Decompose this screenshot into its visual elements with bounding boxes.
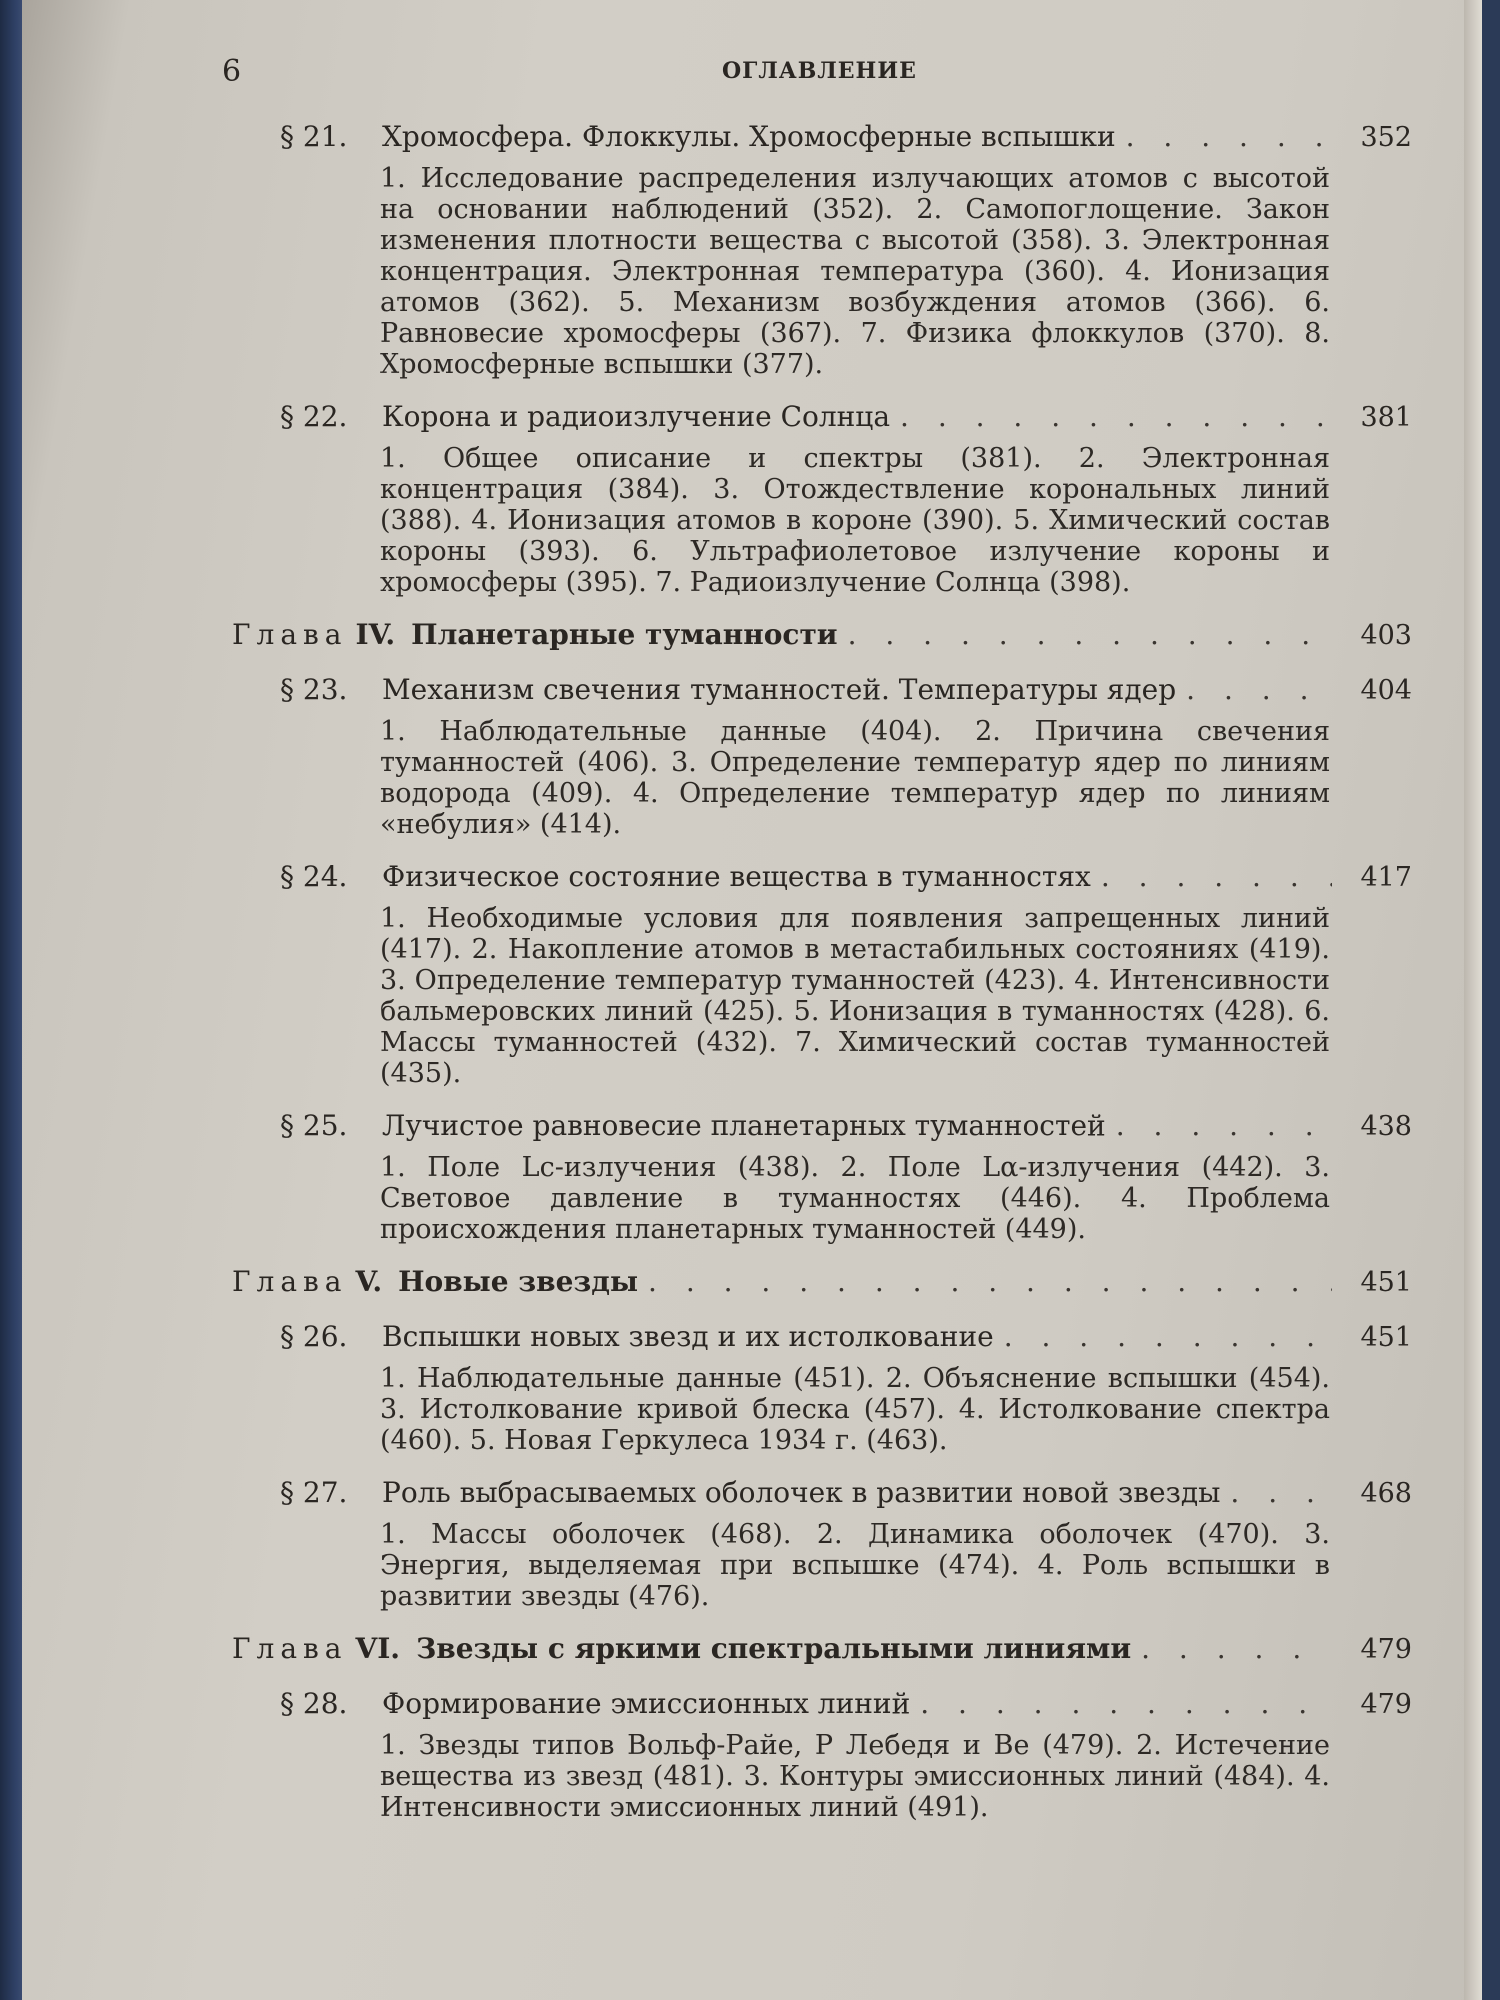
section-entry [202,1318,1412,1456]
section-page: 381 [1360,402,1412,433]
section-page: 468 [1360,1478,1412,1509]
section-row [202,671,1412,710]
chapter-label: Глава [232,1265,348,1298]
section-summary: 1. Необходимые условия для появления запрещенных линий (417). 2. Накопление атомов в метастабильных состояниях (419). 3. Определение температур туманностей (423). 4. Интенсивности бальмеровских линий (425). 5. Ионизация в туманностях (428). 6. Массы туманностей (432). 7. Химический состав туманностей (435). [380,903,1330,1089]
book-page [22,0,1482,2000]
leader-dots [1004,1318,1332,1356]
leader-dots [1116,1107,1332,1145]
chapter-label: Глава [232,618,348,651]
section-entry [202,118,1412,380]
page-number: 6 [222,54,242,89]
section-number: § 28. [280,1687,348,1720]
section-title: Хромосфера. Флоккулы. Хромосферные вспышки [382,120,1116,153]
chapter-title: Новые звезды [398,1265,639,1298]
chapter-entry [202,1630,1412,1669]
section-number: § 27. [280,1476,348,1509]
section-number: § 22. [280,400,348,433]
section-number: § 23. [280,673,348,706]
leader-dots [1186,671,1332,709]
leader-dots [1230,1474,1332,1512]
chapter-entry [202,1263,1412,1302]
book-spine [0,0,22,2000]
section-summary: 1. Массы оболочек (468). 2. Динамика оболочек (470). 3. Энергия, выделяемая при вспышке (474). 4. Роль вспышки в развитии звезды (476). [380,1519,1330,1612]
chapter-row [202,1630,1412,1669]
section-page: 417 [1360,862,1412,893]
section-entry [202,1685,1412,1823]
chapter-title: Звезды с яркими спектральными линиями [416,1632,1132,1665]
section-summary: 1. Наблюдательные данные (404). 2. Причина свечения туманностей (406). 3. Определение температур ядер по линиям водорода (409). 4. Определение температур ядер по линиям «небулия» (414). [380,716,1330,840]
section-number: § 24. [280,860,348,893]
section-page: 404 [1360,675,1412,706]
section-number: § 25. [280,1109,348,1142]
section-summary: 1. Поле Lc-излучения (438). 2. Поле Lα-излучения (442). 3. Световое давление в туманностях (446). 4. Проблема происхождения планетарных туманностей (449). [380,1152,1330,1245]
section-entry [202,1474,1412,1612]
section-row [202,1107,1412,1146]
leader-dots [920,1685,1332,1723]
section-summary: 1. Исследование распределения излучающих атомов с высотой на основании наблюдений (352). 2. Самопоглощение. Закон изменения плотности вещества с высотой (358). 3. Электронная концентрация. Электронная температура (360). 4. Ионизация атомов (362). 5. Механизм возбуждения атомов (366). 6. Равновесие хромосферы (367). 7. Физика флоккулов (370). 8. Хромосферные вспышки (377). [380,163,1330,380]
chapter-row [202,616,1412,655]
running-title: ОГЛАВЛЕНИЕ [722,58,917,84]
section-row [202,858,1412,897]
section-entry [202,858,1412,1089]
chapter-page: 479 [1360,1634,1412,1665]
leader-dots [1101,858,1332,896]
section-row [202,1474,1412,1513]
chapter-label: Глава [232,1632,348,1665]
chapter-number: IV. [355,618,396,651]
section-title: Вспышки новых звезд и их истолкование [382,1320,994,1353]
leader-dots [848,616,1332,654]
section-row [202,1685,1412,1724]
page-header [22,50,1462,90]
chapter-number: V. [355,1265,383,1298]
section-title: Роль выбрасываемых оболочек в развитии новой звезды [382,1476,1221,1509]
leader-dots [900,398,1332,436]
chapter-number: VI. [355,1632,401,1665]
section-page: 438 [1360,1111,1412,1142]
section-entry [202,1107,1412,1245]
section-row [202,398,1412,437]
leader-dots [648,1263,1332,1301]
section-row [202,1318,1412,1357]
chapter-page: 451 [1360,1267,1412,1298]
chapter-title: Планетарные туманности [411,618,838,651]
table-of-contents [202,118,1412,1841]
section-summary: 1. Общее описание и спектры (381). 2. Электронная концентрация (384). 3. Отождествление корональных линий (388). 4. Ионизация атомов в короне (390). 5. Химический состав короны (393). 6. Ультрафиолетовое излучение короны и хромосферы (395). 7. Радиоизлучение Солнца (398). [380,443,1330,598]
section-entry [202,671,1412,840]
section-title: Формирование эмиссионных линий [382,1687,911,1720]
section-number: § 21. [280,120,348,153]
page-edge [1464,0,1482,2000]
section-title: Механизм свечения туманностей. Температуры ядер [382,673,1177,706]
section-summary: 1. Звезды типов Вольф-Райе, Р Лебедя и Ве (479). 2. Истечение вещества из звезд (481). 3. Контуры эмиссионных линий (484). 4. Интенсивности эмиссионных линий (491). [380,1730,1330,1823]
chapter-entry [202,616,1412,655]
chapter-row [202,1263,1412,1302]
section-row [202,118,1412,157]
section-title: Лучистое равновесие планетарных туманностей [382,1109,1106,1142]
section-page: 479 [1360,1689,1412,1720]
section-number: § 26. [280,1320,348,1353]
leader-dots [1126,118,1332,156]
section-page: 451 [1360,1322,1412,1353]
leader-dots [1141,1630,1332,1668]
section-page: 352 [1360,122,1412,153]
section-entry [202,398,1412,598]
section-summary: 1. Наблюдательные данные (451). 2. Объяснение вспышки (454). 3. Истолкование кривой блеска (457). 4. Истолкование спектра (460). 5. Новая Геркулеса 1934 г. (463). [380,1363,1330,1456]
section-title: Корона и радиоизлучение Солнца [382,400,891,433]
chapter-page: 403 [1360,620,1412,651]
section-title: Физическое состояние вещества в туманностях [382,860,1091,893]
